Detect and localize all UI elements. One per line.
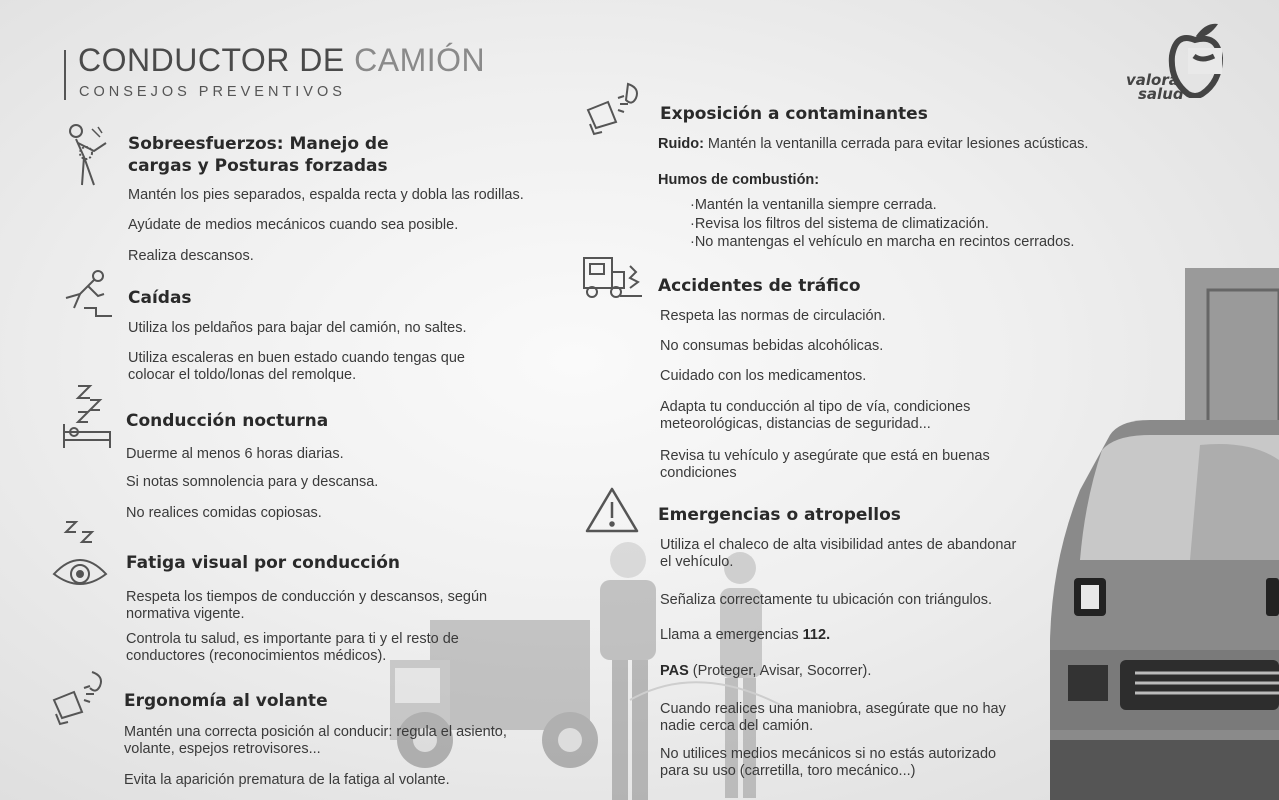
fall-icon [58,268,112,318]
section-title-ergonomia: Ergonomía al volante [124,691,328,711]
section-title-fatiga: Fatiga visual por conducción [126,553,400,573]
list-item: Ruido: Mantén la ventanilla cerrada para evitar lesiones acústicas. [658,136,1089,152]
list-item: Revisa tu vehículo y asegúrate que está en buenas condiciones [660,448,990,481]
list-item: Llama a emergencias 112. [660,627,831,643]
subheading-humos: Humos de combustión: [658,172,820,188]
section-title-contaminantes: Exposición a contaminantes [660,104,928,124]
list-item: Respeta las normas de circulación. [660,308,886,324]
section-title-emergencias: Emergencias o atropellos [658,505,901,525]
tired-eye-icon [52,518,108,592]
list-item: ·Mantén la ventanilla siempre cerrada. [690,197,937,213]
section-title-nocturna: Conducción nocturna [126,411,329,431]
list-item: PAS (Proteger, Avisar, Socorrer). [660,663,872,679]
list-item: Realiza descansos. [128,248,254,264]
section-title: Sobreesfuerzos: Manejo de cargas y Posturas forzadas [128,134,389,176]
page-title: CONDUCTOR DE CAMIÓN [78,42,486,78]
list-item: Mantén una correcta posición al conducir: regula el asiento, volante, espejos retrovisores... [124,724,507,757]
list-item: Controla tu salud, es importante para ti y el resto de conductores (reconocimientos médicos). [126,631,459,664]
list-item: No utilices medios mecánicos si no estás autorizado para su uso (carretilla, toro mecánico...) [660,746,997,779]
list-item: No consumas bebidas alcohólicas. [660,338,884,354]
list-item: Utiliza los peldaños para bajar del camión, no saltes. [128,320,467,336]
back-pain-icon [62,123,110,189]
list-item: Ayúdate de medios mecánicos cuando sea posible. [128,217,459,233]
list-item: No realices comidas copiosas. [126,505,322,521]
section-title-caidas: Caídas [128,288,192,308]
list-item: Señaliza correctamente tu ubicación con triángulos. [660,592,993,608]
list-item: Duerme al menos 6 horas diarias. [126,446,344,462]
list-item: Cuidado con los medicamentos. [660,368,867,384]
list-item: Cuando realices una maniobra, asegúrate que no hay nadie cerca del camión. [660,701,1006,734]
list-item: ·No mantengas el vehículo en marcha en recintos cerrados. [690,234,1075,250]
background-truck-illustration [1040,260,1279,800]
page-subtitle: CONSEJOS PREVENTIVOS [79,84,346,100]
list-item: Utiliza escaleras en buen estado cuando tengas que colocar el toldo/lonas del remolque. [128,350,465,383]
section-sobreesfuerzos [128,133,568,177]
list-item: ·Revisa los filtros del sistema de climatización. [690,216,989,232]
valora-salud-logo [1126,18,1226,102]
logo-line1: valora [1126,71,1179,89]
section-title-trafico: Accidentes de tráfico [658,276,861,296]
title-divider [64,50,66,100]
loud-noise-icon [582,80,642,138]
list-item: Mantén los pies separados, espalda recta y dobla las rodillas. [128,187,524,203]
truck-crash-icon [580,252,644,300]
megaphone-icon [48,668,108,728]
list-item: Utiliza el chaleco de alta visibilidad antes de abandonar el vehículo. [660,537,1017,570]
sleep-bed-icon [60,382,120,450]
list-item: Respeta los tiempos de conducción y descansos, según normativa vigente. [126,589,488,622]
logo-line2: salud [1138,85,1184,103]
list-item: Si notas somnolencia para y descansa. [126,474,379,490]
warning-triangle-icon [584,486,640,534]
list-item: Adapta tu conducción al tipo de vía, condiciones meteorológicas, distancias de seguridad... [660,399,971,432]
list-item: Evita la aparición prematura de la fatiga al volante. [124,772,450,788]
